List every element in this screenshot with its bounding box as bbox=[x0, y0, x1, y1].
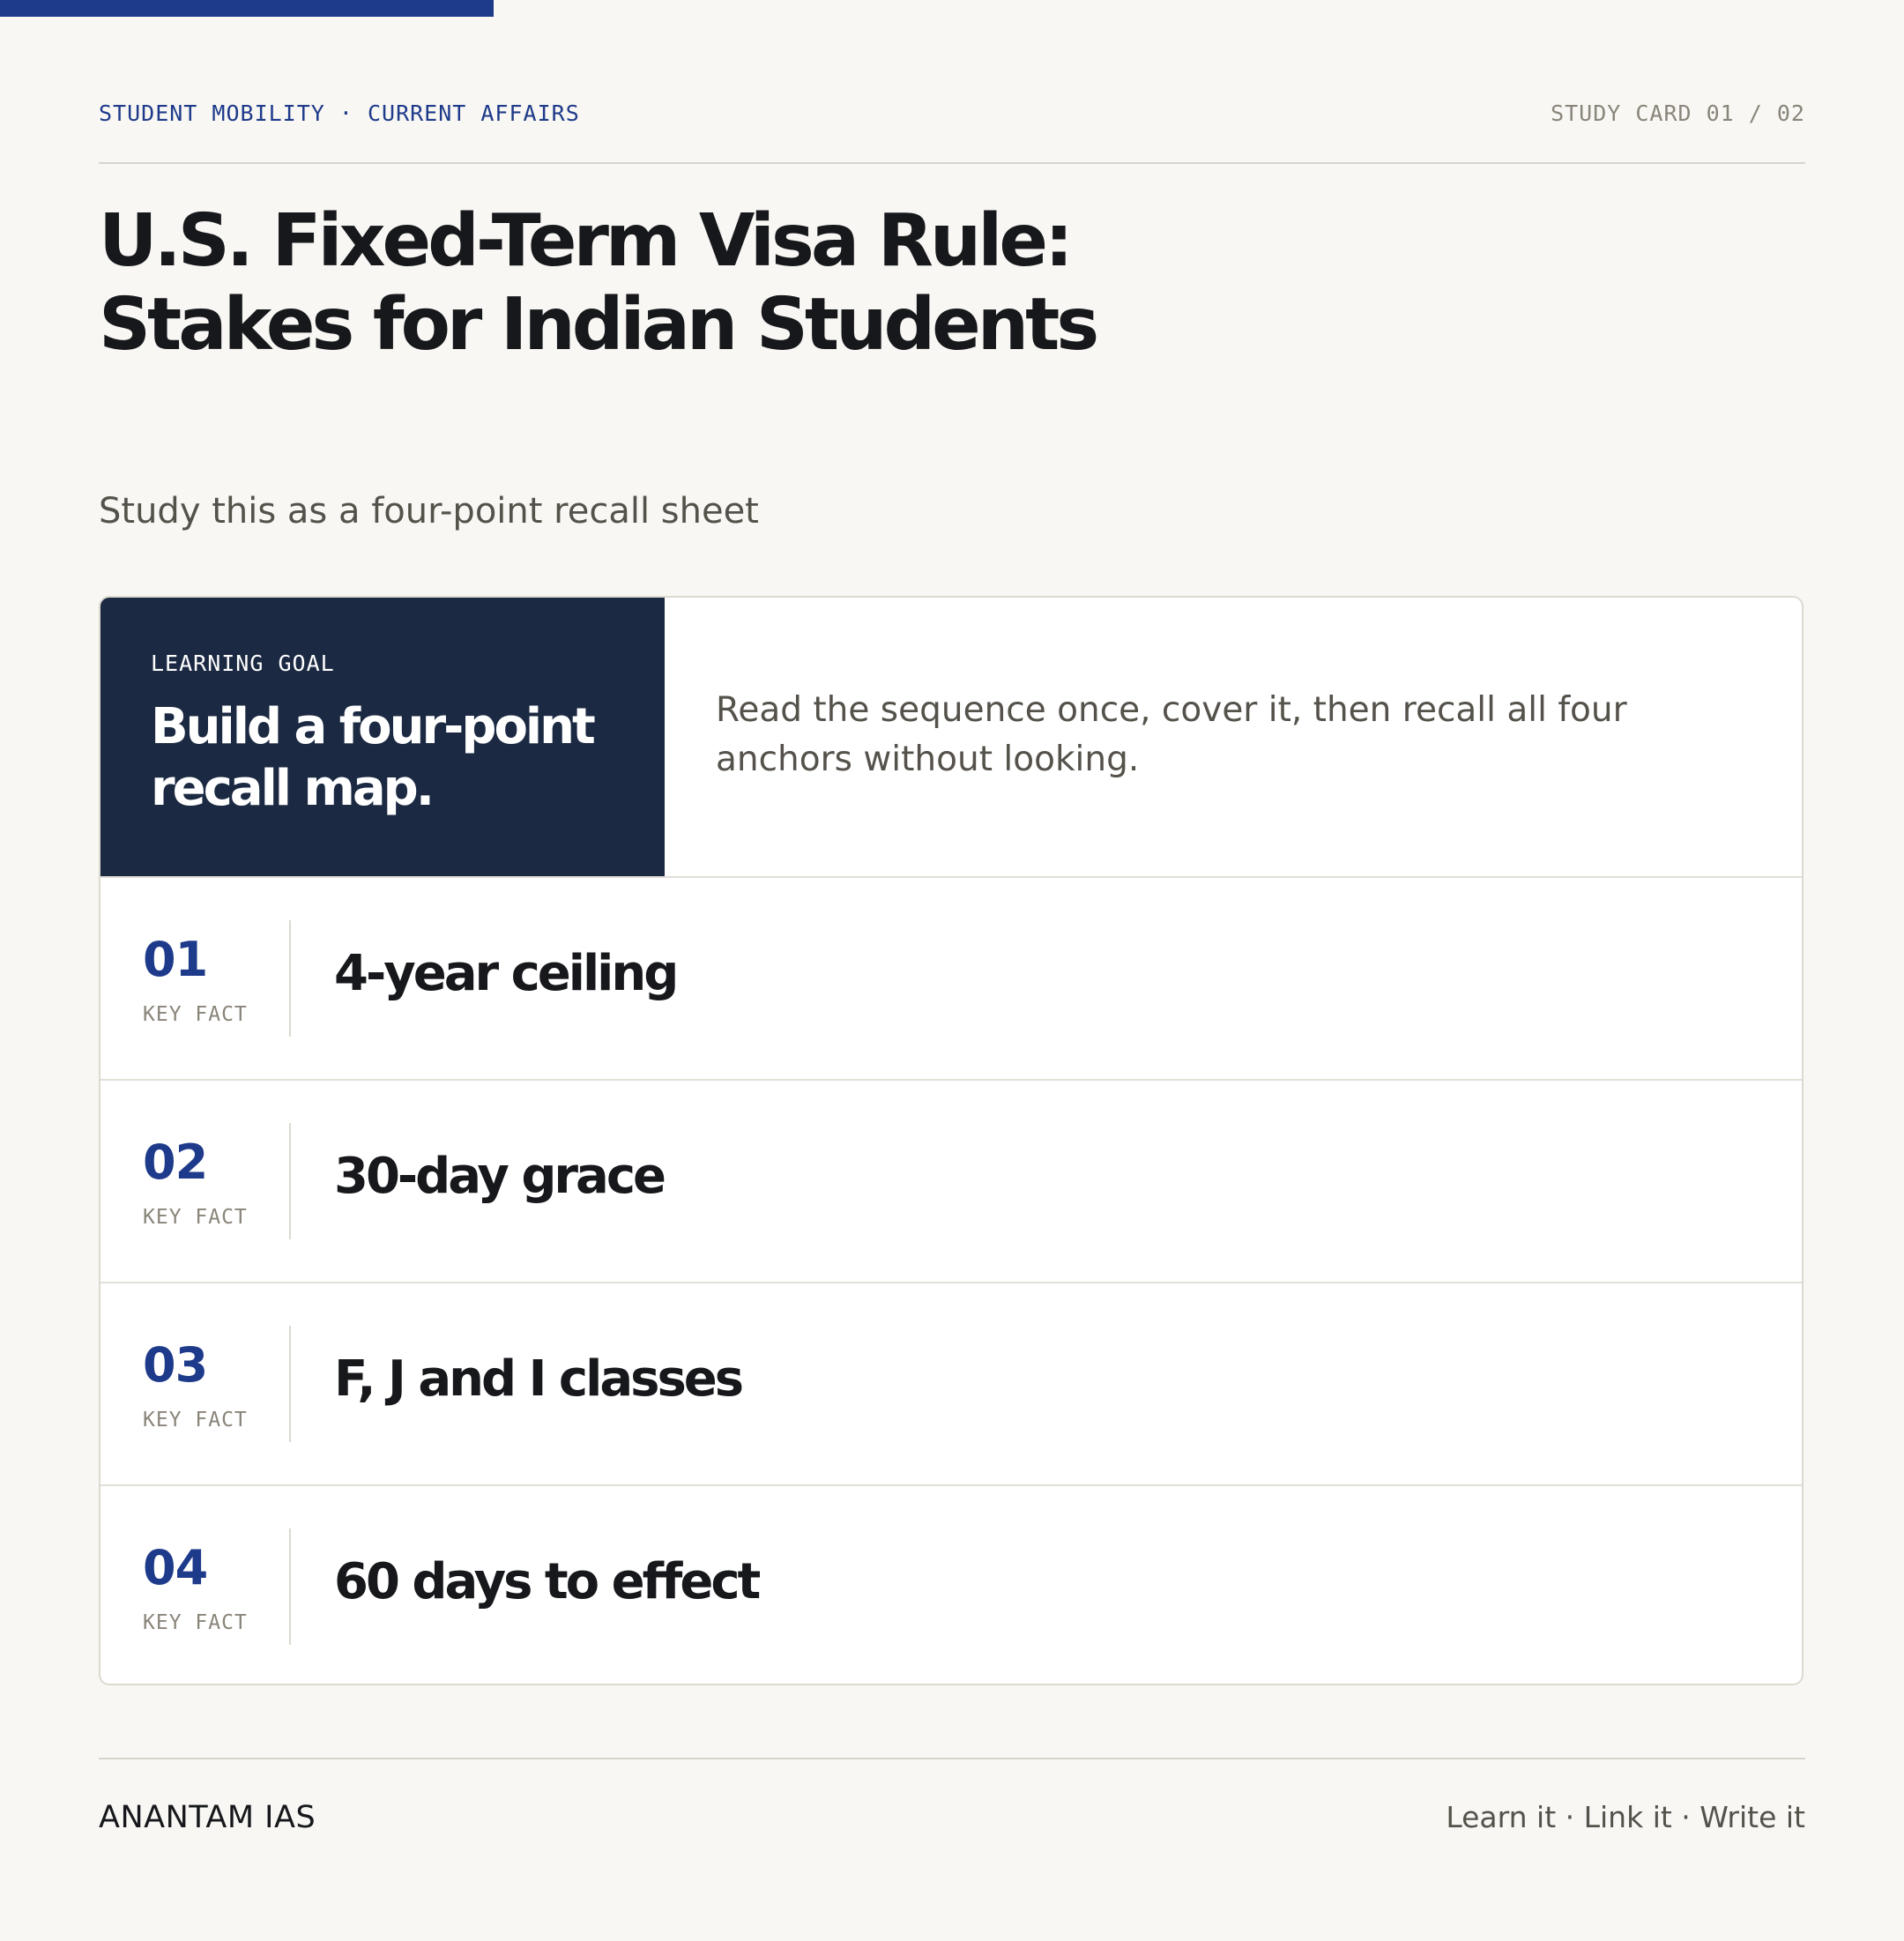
learning-goal-box bbox=[100, 598, 665, 876]
key-fact-row bbox=[100, 1486, 1802, 1685]
learning-goal-row bbox=[100, 598, 1802, 878]
fact-number: 02 bbox=[143, 1134, 208, 1190]
section-kicker: STUDENT MOBILITY · CURRENT AFFAIRS bbox=[99, 100, 580, 126]
key-fact-row bbox=[100, 878, 1802, 1081]
header bbox=[99, 99, 1805, 164]
learning-goal-description: Read the sequence once, cover it, then recall all four anchors without looking. bbox=[716, 690, 1627, 779]
brand-name: ANANTAM IAS bbox=[99, 1800, 316, 1835]
fact-number: 04 bbox=[143, 1540, 208, 1595]
learning-goal-label: LEARNING GOAL bbox=[151, 651, 335, 676]
fact-number: 01 bbox=[143, 932, 208, 987]
fact-text: 4-year ceiling bbox=[334, 945, 677, 1002]
key-fact-row bbox=[100, 1283, 1802, 1486]
footer-divider bbox=[99, 1758, 1805, 1759]
key-fact-row bbox=[100, 1081, 1802, 1283]
fact-tag: KEY FACT bbox=[143, 1611, 248, 1634]
fact-divider bbox=[289, 1528, 291, 1645]
fact-tag: KEY FACT bbox=[143, 1409, 248, 1432]
fact-tag: KEY FACT bbox=[143, 1206, 248, 1229]
fact-text: 60 days to effect bbox=[334, 1553, 759, 1610]
top-accent-bar bbox=[0, 0, 494, 17]
footer-motto: Learn it · Link it · Write it bbox=[1446, 1800, 1805, 1834]
page-subtitle: Study this as a four-point recall sheet bbox=[99, 491, 759, 532]
fact-divider bbox=[289, 1123, 291, 1239]
page-title: U.S. Fixed-Term Visa Rule: Stakes for Indian Students bbox=[99, 199, 1097, 367]
fact-divider bbox=[289, 1326, 291, 1442]
fact-number: 03 bbox=[143, 1337, 208, 1393]
card-counter: STUDY CARD 01 / 02 bbox=[1551, 100, 1805, 126]
recall-panel bbox=[99, 596, 1804, 1685]
fact-tag: KEY FACT bbox=[143, 1003, 248, 1026]
fact-text: 30-day grace bbox=[334, 1148, 664, 1205]
fact-divider bbox=[289, 920, 291, 1037]
fact-text: F, J and I classes bbox=[334, 1350, 742, 1408]
learning-goal-headline: Build a four-point recall map. bbox=[151, 698, 593, 817]
